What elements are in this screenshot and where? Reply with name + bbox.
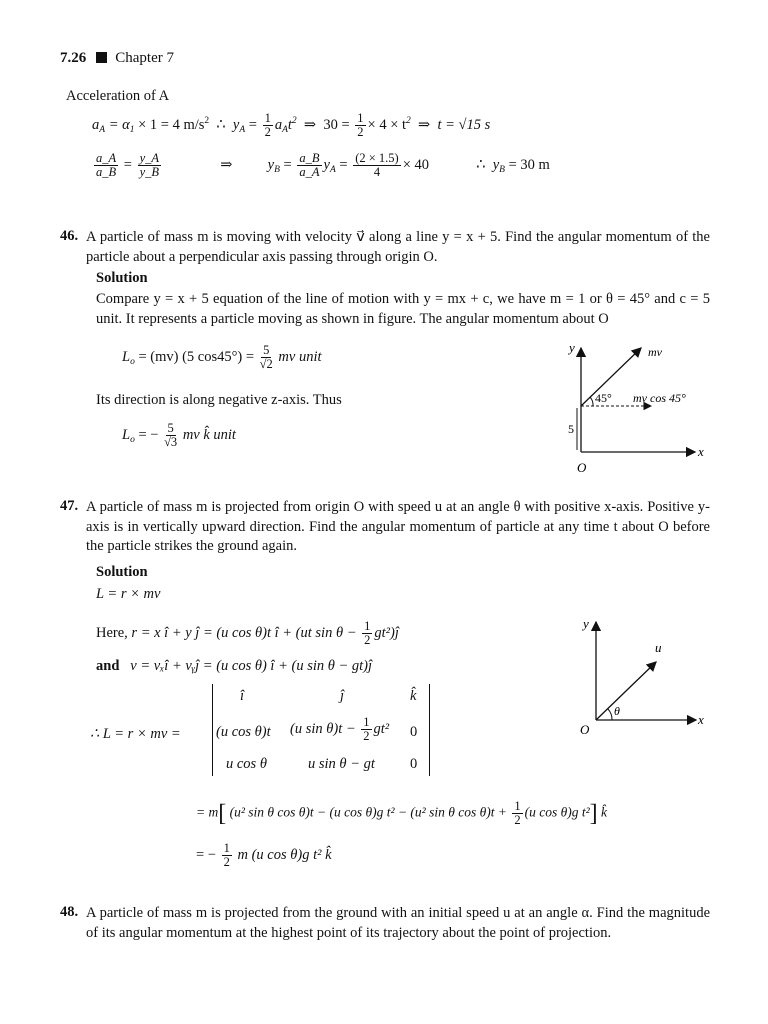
q46-component-label: mv cos 45°: [633, 391, 686, 405]
q46-angular-momentum-eq: $L_o = (mv)$ (5 cos45°) = $\frac{5}{√2}$ mv unit: [122, 343, 322, 371]
q46-origin-label: O: [577, 460, 587, 475]
page-header: [60, 50, 174, 67]
question-47-number: 47.: [60, 498, 79, 514]
ratio-equation: $\frac{a\_A}{a\_B}$ = $\frac{y\_A}{y\_B}$ ⇒ $y_B$ = $\frac{a\_B}{a\_A}$ $y_A$ = $\frac{(2 \times 1.5)}{4}$ × 40 ∴ $y_B = 30$ m: [96, 151, 550, 179]
det-r2-c1: (u cos θ)t: [216, 724, 271, 740]
q47-cross-product-label: ∴ L = r × mv =: [90, 726, 181, 742]
question-48-text: A particle of mass m is projected from the ground with an initial speed u at an angle α. Find the magnitude of its angular momentum at the highest point of its trajectory about the point of projection.: [86, 905, 710, 941]
det-r3-c1: u cos θ: [226, 756, 267, 772]
q46-direction-text: Its direction is along negative z-axis. Thus: [96, 392, 342, 408]
det-r1-c2: ĵ: [340, 688, 345, 704]
question-46-number: 46.: [60, 228, 79, 244]
q46-vector-eq: $L_o$ = − $\frac{5}{√3}$ mv k̂ unit: [122, 421, 236, 449]
q46-solution-text: Compare y = x + 5 equation of the line of motion with y = mx + c, we have m = 1 or θ = 45° and c = 5 unit. It represents a particle moving as shown in figure. The angular momentum about O: [96, 291, 710, 327]
acceleration-heading: Acceleration of A: [66, 88, 170, 104]
det-r2-c3: 0: [410, 724, 418, 740]
det-r1-c3: k̂: [410, 688, 417, 704]
q46-y-label: y: [569, 340, 575, 355]
det-r3-c3: 0: [410, 756, 418, 772]
q47-y-label: y: [583, 616, 589, 631]
q46-solution-label: Solution: [96, 270, 148, 286]
q47-definition: L = r × mv: [96, 586, 161, 602]
q47-velocity-vector: and v = vₓî + vᵧĵ = (u cos θ) î + (u sin θ − gt)ĵ: [96, 658, 373, 674]
q46-mv-label: mv: [648, 345, 662, 359]
question-48-number: 48.: [60, 904, 79, 920]
q47-solution-label: Solution: [96, 564, 148, 580]
q47-final-result: = − $\frac{1}{2}$ m (u cos θ)g t² k̂: [196, 841, 332, 869]
q46-x-label: x: [698, 444, 704, 459]
q46-angle-label: 45°: [595, 391, 612, 405]
q47-u-label: u: [655, 640, 662, 655]
q47-expanded-result: = m[ (u² sin θ cos θ)t − (u cos θ)g t² − (u² sin θ cos θ)t + $\frac{1}{2}$ (u cos θ)g t²] k̂: [196, 799, 608, 827]
q47-theta-label: θ: [614, 704, 620, 718]
q47-position-vector: Here, r = x î + y ĵ = (u cos θ)t î + (ut sin θ − $\frac{1}{2}$ gt²)ĵ: [96, 619, 399, 647]
question-47-text: A particle of mass m is projected from origin O with speed u at an angle θ with positive x-axis. Positive y-axis is in vertically upward direction. Find the angular momentum of particle at any time t about O before the particle strikes the ground again.: [86, 499, 710, 554]
q46-figure: [555, 340, 715, 480]
det-r2-c2: (u sin θ)t − $\frac{1}{2}$ gt²: [290, 715, 390, 743]
q47-x-label: x: [698, 712, 704, 727]
page-number: 7.26: [60, 50, 87, 66]
q47-velocity-arrow: [596, 662, 656, 720]
q47-figure: [570, 612, 710, 742]
question-46-text: A particle of mass m is moving with velocity v⃗ along a line y = x + 5. Find the angular momentum of the particle about a perpendicular axis passing through origin O.: [86, 229, 710, 265]
det-r1-c1: î: [240, 688, 245, 704]
det-r3-c2: u sin θ − gt: [308, 756, 375, 772]
acceleration-equation: $a_A = \alpha_1 \times 1 = 4$ $m/s^2$ ∴ $y_A$ = $\frac{1}{2}$ $a_At^2$ ⇒ 30 = $\frac{1}{2}$ × $4 \times t^2$ ⇒ t = √15 s: [92, 111, 491, 139]
chapter-title: Chapter 7: [115, 50, 174, 66]
square-bullet-icon: [96, 52, 107, 63]
q46-five-label: 5: [568, 422, 574, 436]
q47-origin-label: O: [580, 722, 590, 737]
